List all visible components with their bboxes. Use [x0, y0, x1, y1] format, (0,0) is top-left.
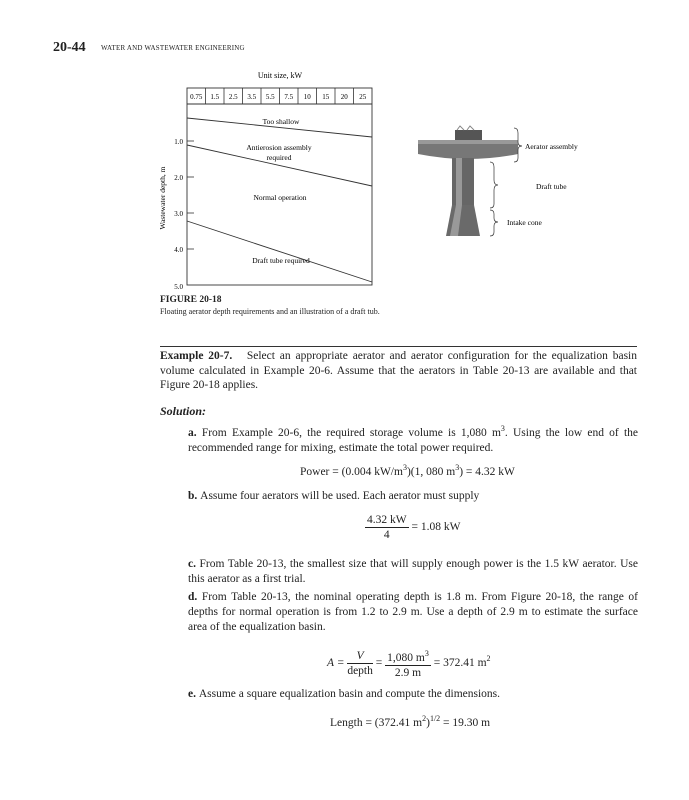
denominator: depth [347, 664, 373, 677]
eq-part: Power = (0.004 kW/m [300, 465, 403, 478]
denominator: 2.9 m [394, 666, 422, 679]
solution-heading: Solution: [160, 404, 207, 418]
numerator: 4.32 kW [367, 514, 407, 526]
eq-result: = 372.41 m [433, 657, 487, 670]
y-ticks [174, 138, 194, 291]
eq-part: Length = (372.41 m [330, 716, 423, 729]
brace-intake-cone [490, 210, 498, 236]
label-draft-tube: Draft tube [536, 182, 567, 191]
y-axis-label: Wastewater depth, m [158, 166, 167, 230]
figure-title: FIGURE 20-18 [160, 295, 222, 305]
unit-size-label: 5.5 [265, 93, 275, 101]
superscript: 3 [402, 463, 407, 472]
y-tick-label: 5.0 [174, 283, 183, 291]
eq-part: ) = 4.32 kW [459, 465, 515, 478]
example-text: Select an appropriate aerator and aerator configuration for the equalization basin volume calculated in Example 20-6. Assume that the aerators in Table 20-13 are available and that Figure 20-18 applies. [160, 350, 638, 391]
superscript: 3 [500, 424, 505, 433]
page-number: 20-44 [53, 40, 86, 55]
running-title: WATER AND WASTEWATER ENGINEERING [101, 44, 245, 52]
unit-size-label: 25 [359, 93, 367, 101]
figure-caption: Floating aerator depth requirements and an illustration of a draft tub. [160, 307, 380, 316]
superscript: 2 [422, 714, 427, 723]
item-d-text: From Table 20-13, the nominal operating depth is 1.8 m. From Figure 20-18, the range of depths for normal operation is from 1.2 to 2.9 m. Use a depth of 2.9 m to estimate the surface area of the equalization basin. [188, 591, 639, 633]
equation-power [300, 463, 515, 478]
label-intake-cone: Intake cone [507, 218, 542, 227]
unit-size-label: 15 [322, 93, 330, 101]
unit-size-label: 2.5 [228, 93, 238, 101]
item-letter: d. [188, 591, 198, 603]
eq-part: ) [426, 716, 430, 729]
y-tick-label: 2.0 [174, 174, 183, 182]
fraction [385, 647, 431, 680]
equation-length [330, 714, 490, 729]
unit-size-label: 20 [340, 93, 348, 101]
unit-size-label: 7.5 [284, 93, 294, 101]
region-too-shallow: Too shallow [262, 117, 300, 126]
boundary-draft-tube [187, 221, 372, 282]
draft-tube-body [452, 158, 474, 205]
item-a-text-1: From Example 20-6, the required storage volume is 1,080 m [201, 426, 501, 439]
region-antierosion: Antierosion assembly [246, 143, 312, 152]
eq-part: = [375, 657, 383, 670]
solution-item-d [188, 590, 638, 635]
y-tick-label: 4.0 [174, 246, 183, 254]
region-normal: Normal operation [253, 193, 307, 202]
fraction [347, 649, 373, 678]
example-label: Example 20-7. [160, 350, 233, 362]
unit-size-label: 1.5 [210, 93, 220, 101]
unit-size-cells [190, 88, 367, 104]
solution-item-a [188, 421, 638, 456]
y-tick-label: 1.0 [174, 138, 183, 146]
superscript: 1/2 [429, 714, 441, 723]
superscript: 2 [486, 654, 491, 664]
unit-size-label: 0.75 [190, 93, 203, 101]
item-letter: c. [188, 558, 196, 570]
solution-item-b [188, 489, 638, 504]
eq-part: )(1, 080 m [406, 465, 456, 478]
section-rule [160, 346, 637, 347]
eq-part: = 19.30 m [440, 716, 491, 729]
item-c-text: From Table 20-13, the smallest size that will supply enough power is the 1.5 kW aerator. Use this aerator as a first trial. [188, 558, 639, 585]
brace-draft-tube [490, 162, 498, 208]
eq-result: = 1.08 kW [411, 521, 461, 534]
item-a-text-2: . Using the low end of the recommended range for mixing, estimate the total power required. [188, 426, 638, 454]
top-axis-label: Unit size, kW [257, 71, 303, 80]
y-tick-label: 3.0 [174, 210, 183, 218]
region-draft-tube: Draft tube required [252, 256, 310, 265]
superscript: 3 [424, 649, 429, 658]
example-paragraph [160, 349, 637, 393]
unit-size-label: 3.5 [247, 93, 257, 101]
superscript: 3 [455, 463, 460, 472]
equation-per-aerator [365, 513, 460, 542]
equation-area [327, 647, 491, 680]
unit-size-label: 10 [303, 93, 311, 101]
fraction [365, 513, 409, 542]
item-letter: e. [188, 688, 196, 700]
motor-housing [455, 130, 482, 140]
numerator-text: 1,080 m [387, 651, 425, 664]
aerator-illustration [410, 122, 610, 247]
item-letter: a. [188, 426, 197, 439]
solution-item-e [188, 687, 638, 702]
denominator: 4 [383, 529, 390, 541]
label-aerator-assembly: Aerator assembly [525, 142, 578, 151]
numerator [385, 647, 431, 666]
solution-item-c [188, 557, 638, 587]
numerator: V [347, 649, 373, 664]
item-e-text: Assume a square equalization basin and compute the dimensions. [198, 688, 501, 700]
item-b-text: Assume four aerators will be used. Each aerator must supply [200, 490, 480, 502]
eq-part: A = [327, 657, 345, 670]
depth-chart [150, 68, 380, 293]
item-letter: b. [188, 490, 198, 502]
region-antierosion-2: required [266, 153, 292, 162]
